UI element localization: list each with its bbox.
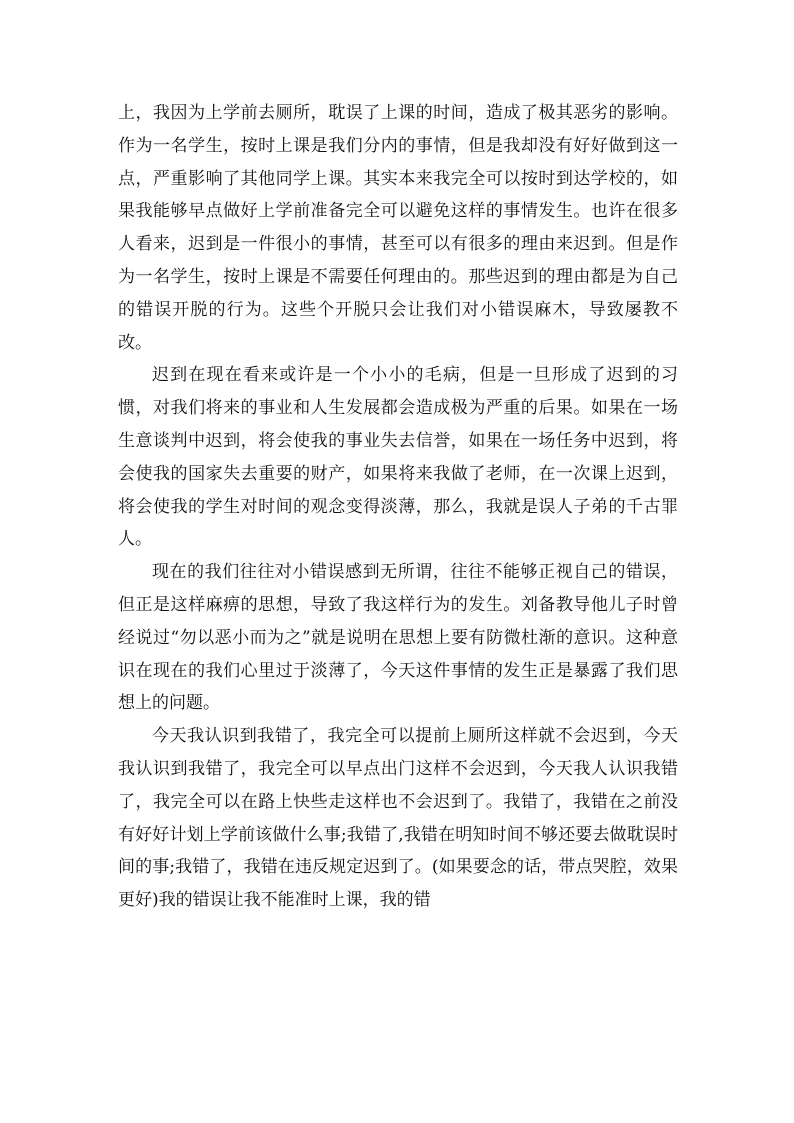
paragraph-4: 今天我认识到我错了，我完全可以提前上厕所这样就不会迟到，今天我认识到我错了，我完全可以早点出门这样不会迟到，今天我人认识我错了，我完全可以在路上快些走这样也不会迟到了。我错了，我错在之前没有好好计划上学前该做什么事;我错了,我错在明知时间不够还要去做耽误时间的事;我错了，我错在违反规定迟到了。(如果要念的话，带点哭腔，效果更好)我的错误让我不能准时上课，我的错 bbox=[118, 726, 678, 911]
document-body bbox=[118, 97, 678, 917]
paragraph-2: 迟到在现在看来或许是一个小小的毛病，但是一旦形成了迟到的习惯，对我们将来的事业和人生发展都会造成极为严重的后果。如果在一场生意谈判中迟到，将会使我的事业失去信誉，如果在一场任务中迟到，将会使我的国家失去重要的财产，如果将来我做了老师，在一次课上迟到，将会使我的学生对时间的观念变得淡薄，那么，我就是误人子弟的千古罪人。 bbox=[118, 365, 678, 550]
paragraph-1: 上，我因为上学前去厕所，耽误了上课的时间，造成了极其恶劣的影响。作为一名学生，按时上课是我们分内的事情，但是我却没有好好做到这一点，严重影响了其他同学上课。其实本来我完全可以按时到达学校的，如果我能够早点做好上学前准备完全可以避免这样的事情发生。也许在很多人看来，迟到是一件很小的事情，甚至可以有很多的理由来迟到。但是作为一名学生，按时上课是不需要任何理由的。那些迟到的理由都是为自己的错误开脱的行为。这些个开脱只会让我们对小错误麻木，导致屡教不改。 bbox=[118, 103, 678, 353]
paragraph-3: 现在的我们往往对小错误感到无所谓，往往不能够正视自己的错误，但正是这样麻痹的思想，导致了我这样行为的发生。刘备教导他儿子时曾经说过“勿以恶小而为之”就是说明在思想上要有防微杜渐的意识。这种意识在现在的我们心里过于淡薄了，今天这件事情的发生正是暴露了我们思想上的问题。 bbox=[118, 562, 678, 714]
